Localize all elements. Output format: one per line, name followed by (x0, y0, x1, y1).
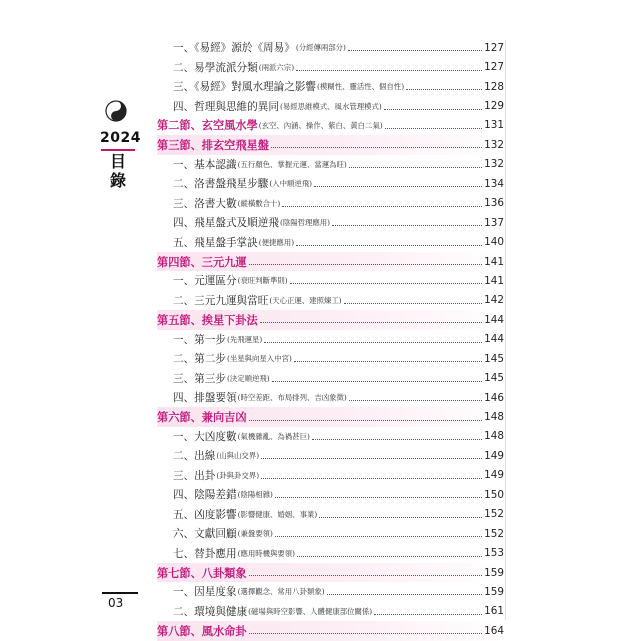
accent-rule (101, 149, 135, 151)
toc-page-number: 136 (484, 197, 504, 210)
dot-leader (272, 381, 482, 382)
toc-entry-note: (玄空、內涵、操作、紫白、黃白二氣) (258, 120, 383, 130)
toc-entry-title: 三、出卦 (173, 469, 216, 482)
toc-entry-title: 第八節、風水命卦 (157, 624, 247, 638)
toc-page-number: 144 (484, 313, 504, 326)
toc-entry-title: 一、元運區分 (173, 275, 237, 288)
dot-leader (297, 556, 482, 557)
toc-entry-title: 三、《易經》對風水理論之影響 (173, 81, 317, 94)
toc-page-number: 140 (484, 236, 504, 249)
toc-entry-row[interactable] (157, 602, 504, 621)
toc-entry-row[interactable] (157, 349, 504, 368)
toc-entry-title: 四、陰陽差錯 (173, 489, 237, 502)
dot-leader (264, 342, 482, 343)
toc-entry-row[interactable] (157, 466, 504, 485)
dot-leader (349, 167, 482, 168)
toc-entry-row[interactable] (157, 57, 504, 76)
dot-leader (249, 633, 483, 634)
toc-entry-title: 三、洛書大數 (173, 197, 237, 210)
dot-leader (319, 517, 482, 518)
toc-entry-note: (模糊性、靈活性、個自性) (317, 82, 405, 92)
dot-leader (249, 264, 483, 265)
toc-entry-note: (應用時機與要領) (237, 548, 296, 558)
toc-entry-title: 五、飛星盤手掌訣 (173, 236, 258, 249)
toc-page-number: 146 (484, 391, 504, 404)
toc-entry-note: (影響健康、婚姻、事業) (237, 509, 318, 519)
toc-page-number: 145 (484, 352, 504, 365)
toc-page-number: 128 (484, 80, 504, 93)
toc-entry-title: 四、飛星盤式及順逆飛 (173, 217, 279, 230)
edition-year: 2024 (100, 130, 141, 146)
toc-section-row[interactable] (157, 407, 504, 426)
toc-entry-note: (選擇觀念、常用八卦類象) (237, 587, 325, 597)
dot-leader (312, 439, 482, 440)
toc-heading: 目錄 (109, 152, 126, 190)
toc-entry-row[interactable] (157, 232, 504, 251)
toc-entry-title: 第三節、排玄空飛星盤 (157, 138, 269, 152)
toc-section-row[interactable] (157, 116, 504, 135)
toc-page-number: 141 (484, 255, 504, 268)
toc-entry-note: (先飛運星) (226, 334, 263, 344)
toc-entry-row[interactable] (157, 446, 504, 465)
toc-entry-row[interactable] (157, 582, 504, 601)
dot-leader (282, 206, 482, 207)
toc-page-number: 152 (484, 527, 504, 540)
toc-entry-row[interactable] (157, 505, 504, 524)
dot-leader (249, 420, 483, 421)
toc-entry-title: 二、易學流派分類 (173, 61, 258, 74)
dot-leader (249, 575, 483, 576)
toc-entry-note: (山與山交界) (216, 451, 260, 461)
toc-page-number: 131 (484, 119, 504, 132)
dot-leader (385, 128, 482, 129)
toc-page-number: 132 (484, 158, 504, 171)
dot-leader (275, 536, 482, 537)
toc-page-number: 142 (484, 294, 504, 307)
dot-leader (294, 361, 482, 362)
page-number-rule (102, 592, 138, 594)
toc-section-row[interactable] (157, 310, 504, 329)
toc-page-number: 153 (484, 547, 504, 560)
toc-entry-title: 一、第一步 (173, 333, 226, 346)
toc-entry-title: 四、排盤要領 (173, 392, 237, 405)
toc-entry-title: 第五節、挨星下卦法 (157, 313, 258, 327)
toc-entry-note: (五行顏色、掌握元運、當運為旺) (237, 159, 347, 169)
toc-entry-title: 一、基本認識 (173, 158, 237, 171)
dot-leader (332, 225, 482, 226)
toc-page-number: 148 (484, 411, 504, 424)
toc-entry-title: 第七節、八卦類象 (157, 566, 247, 580)
page-number: 03 (108, 596, 124, 610)
yin-yang-icon (105, 100, 127, 122)
toc-entry-note: (卦與卦交界) (216, 470, 260, 480)
toc-entry-row[interactable] (157, 194, 504, 213)
toc-page-number: 159 (484, 585, 504, 598)
dot-leader (271, 147, 482, 148)
toc-entry-note: (兼盤要領) (237, 529, 273, 539)
toc-entry-row[interactable] (157, 368, 504, 387)
toc-entry-row[interactable] (157, 271, 504, 290)
dot-leader (261, 478, 482, 479)
toc-entry-note: (易經思維模式、風水管理模式) (279, 101, 382, 111)
toc-entry-title: 一、《易經》源於《周易》 (173, 42, 295, 55)
toc-page-number: 137 (484, 216, 504, 229)
toc-entry-title: 七、替卦應用 (173, 547, 237, 560)
toc-entry-note: (便捷應用) (258, 237, 295, 247)
toc-entry-row[interactable] (157, 213, 504, 232)
dot-leader (384, 109, 482, 110)
toc-page-number: 132 (484, 138, 504, 151)
toc-entry-note: (衰旺判斷準則) (237, 276, 288, 286)
toc-page-number: 127 (484, 41, 504, 54)
toc-entry-title: 一、大凶度數 (173, 430, 237, 443)
toc-entry-note: (陰陽哲理應用) (279, 218, 331, 228)
toc-page-number: 161 (484, 605, 504, 618)
toc-entry-row[interactable] (157, 291, 504, 310)
toc-page-number: 127 (484, 61, 504, 74)
toc-section-row[interactable] (157, 252, 504, 271)
toc-entry-title: 三、第三步 (173, 372, 226, 385)
dot-leader (374, 614, 482, 615)
toc-entry-title: 二、出線 (173, 450, 216, 463)
toc-entry-note: (磁場與時空影響、人體健康部位關係) (248, 606, 373, 616)
dot-leader (349, 400, 482, 401)
dot-leader (275, 497, 482, 498)
toc-entry-title: 一、因星度象 (173, 586, 237, 599)
toc-entry-note: (氣機雜亂、為禍甚巨) (237, 431, 310, 441)
toc-section-row[interactable] (157, 621, 504, 640)
dot-leader (296, 70, 482, 71)
toc-entry-row[interactable] (157, 330, 504, 349)
toc-entry-title: 第四節、三元九運 (157, 255, 247, 269)
dot-leader (290, 283, 482, 284)
toc-entry-row[interactable] (157, 77, 504, 96)
toc-page-number: 148 (484, 430, 504, 443)
toc-entry-title: 二、三元九運與當旺 (173, 294, 269, 307)
toc-page-number: 150 (484, 488, 504, 501)
dot-leader (314, 186, 482, 187)
toc-page-number: 164 (484, 624, 504, 637)
toc-page-number: 145 (484, 372, 504, 385)
toc-page-number: 134 (484, 177, 504, 190)
toc-entry-note: (陰陽相雜) (237, 490, 273, 500)
toc-entry-note: (決定順逆飛) (226, 373, 270, 383)
toc-entry-note: (坐星與向星入中宮) (226, 354, 292, 364)
toc-page-number: 141 (484, 274, 504, 287)
toc-entry-note: (時空差距、布局排列、吉凶象徵) (237, 393, 347, 403)
toc-section-row[interactable] (157, 135, 504, 154)
toc-page-number: 152 (484, 508, 504, 521)
toc-page-number: 129 (484, 100, 504, 113)
dot-leader (261, 458, 482, 459)
dot-leader (406, 89, 482, 90)
toc-entry-row[interactable] (157, 174, 504, 193)
toc-entry-row[interactable] (157, 543, 504, 562)
toc-entry-row[interactable] (157, 155, 504, 174)
toc-entry-row[interactable] (157, 388, 504, 407)
toc-section-row[interactable] (157, 563, 504, 582)
toc-page-number: 149 (484, 449, 504, 462)
toc-entry-title: 二、洛書盤飛星步驟 (173, 178, 269, 191)
toc-entry-row[interactable] (157, 38, 504, 57)
table-of-contents (157, 38, 504, 641)
margin-divider (505, 40, 506, 620)
dot-leader (344, 303, 483, 304)
dot-leader (260, 322, 482, 323)
toc-entry-title: 四、哲理與思維的異同 (173, 100, 279, 113)
toc-entry-title: 第二節、玄空風水學 (157, 119, 258, 133)
toc-entry-note: (縱橫數合十) (237, 198, 281, 208)
toc-entry-title: 六、文獻回顧 (173, 528, 237, 541)
dot-leader (327, 594, 483, 595)
toc-page-number: 159 (484, 566, 504, 579)
toc-entry-row[interactable] (157, 96, 504, 115)
dot-leader (348, 50, 482, 51)
toc-entry-row[interactable] (157, 427, 504, 446)
toc-entry-row[interactable] (157, 485, 504, 504)
toc-entry-note: (分經傳兩部分) (295, 43, 346, 53)
toc-entry-title: 五、凶度影響 (173, 508, 237, 521)
dot-leader (296, 245, 482, 246)
toc-page-number: 144 (484, 333, 504, 346)
toc-entry-title: 二、第二步 (173, 353, 226, 366)
toc-entry-title: 二、環境與健康 (173, 605, 248, 618)
toc-entry-note: (入中順逆飛) (269, 179, 313, 189)
toc-page-number: 149 (484, 469, 504, 482)
toc-entry-row[interactable] (157, 524, 504, 543)
toc-entry-note: (天心正運、建照煉工) (269, 295, 342, 305)
toc-entry-note: (兩派六宗) (258, 62, 295, 72)
toc-entry-title: 第六節、兼向吉凶 (157, 411, 247, 425)
